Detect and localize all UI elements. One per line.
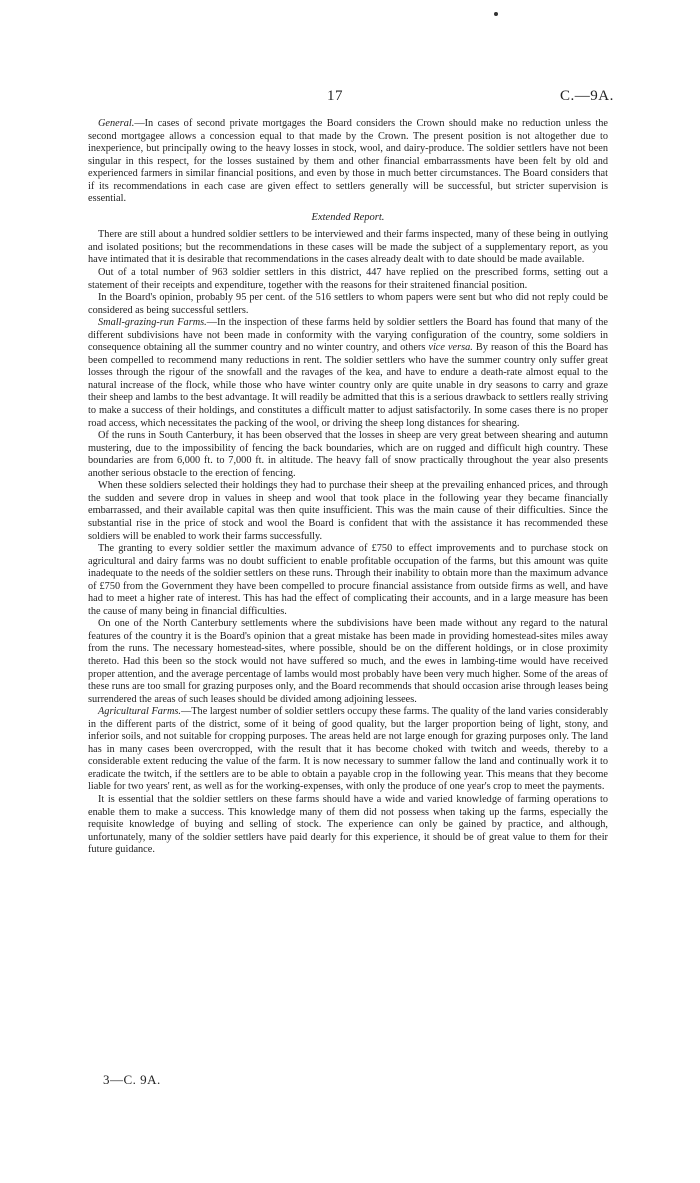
paragraph-maximum-advance: The granting to every soldier settler the maximum advance of £750 to effect improvements and to purchase stock on agricultural and dairy farms was no doubt sufficient to enable profitable occupation of the farms, but this amount was quite inadequate to the needs of the soldier settlers on these runs. Through their inability to obtain more than the maximum advance of £750 from the Government they have been compelled to procure financial assistance from outside firms as well, and have had to meet a higher rate of interest. This has had the effect of complicating their accounts, and in a large measure has been the cause of many being in financial difficulties.: [88, 543, 608, 617]
section-heading-extended-report: Extended Report.: [311, 211, 385, 223]
document-reference: C.—9A.: [560, 88, 614, 104]
paragraph-agricultural-farms: [88, 706, 608, 794]
paragraph-general: [88, 118, 608, 206]
paragraph-successful-settlers: In the Board's opinion, probably 95 per cent. of the 516 settlers to whom papers were sent but who did not reply could be considered as being successful settlers.: [88, 292, 608, 316]
paragraph-lead-general: General.: [98, 118, 135, 129]
paragraph-text-small-grazing-a: —In the inspection of these farms held by soldier settlers the Board has found that many of the different subdivisions have not been made in conformity with the varying configuration of the country, some soldiers in consequence obtaining all the summer country and no winter country, and others: [88, 317, 608, 354]
paragraph-outlying-settlers: There are still about a hundred soldier settlers to be interviewed and their farms inspected, many of these being in outlying and isolated positions; but the recommendations in these cases will be made the subject of a supplementary report, as you have intimated that it is desirable that recommendations in the cases already dealt with to date should be made available.: [88, 229, 608, 266]
page-number: 17: [327, 88, 343, 104]
footer-signature-reference: 3—C. 9A.: [103, 1072, 161, 1087]
paragraph-lead-small-grazing: Small-grazing-run Farms.: [98, 317, 207, 329]
paragraph-north-canterbury: On one of the North Canterbury settlements where the subdivisions have been made without any regard to the natural features of the country it is the Board's opinion that a great mistake has been made in providing homestead-sites miles away from the runs. The necessary homestead-sites, where possible, should be on the different holdings, or in close proximity thereto. Had this been so the stock would not have suffered so much, and the ewes in lambing-time would have received proper attention, and the average percentage of lambs would most probably have been very much higher. Some of the areas of these runs are too small for grazing purposes only, and the Board recommends that should occasion arise through leases being surrendered the areas of such leases should be divided among adjoining lessees.: [88, 618, 608, 705]
print-dot-mark: [494, 12, 498, 16]
paragraph-text-general: —In cases of second private mortgages the Board considers the Crown should make no reduction unless the second mortgagee allows a concession equal to that made by the Crown. The present position is not altogether due to inexperience, but principally owing to the heavy losses in stock, wool, and dairy-produce. The soldier settlers have not been singular in this respect, for the losses sustained by them and other financial embarrassments have been felt by old and experienced farmers in similar financial positions, and even by those in much better circumstances. The Board considers that if its recommendations in each case are given effect to settlers generally will be successful, but stricter supervision is essential.: [88, 118, 608, 205]
paragraph-farming-knowledge: It is essential that the soldier settlers on these farms should have a wide and varied knowledge of farming operations to enable them to make a success. This knowledge many of them did not possess when taking up the farms, especially the requisite knowledge of buying and selling of stock. The experience can only be gained by practice, and although, unfortunately, many of the soldier settlers have paid dearly for this experience, it should be of great value to them for their future guidance.: [88, 793, 608, 856]
paragraph-small-grazing-run-farms: [88, 317, 608, 430]
paragraph-text-small-grazing-b: By reason of this the Board has been compelled to recommend many reductions in rent. The soldier settlers who have the summer country only suffer great losses through the rigour of the snowfall and the ravages of the kea, and have to endure a death-rate almost equal to the natural increase of the flock, while those who have winter country only are quite unable in dry seasons to carry and graze their sheep and lambs to the best advantage. It will readily be admitted that this is a serious drawback to settlers really striving to make a success of their holdings, and constitutes a difficult matter to adjust satisfactorily. In some cases there is no proper road access, which necessitates the packing of the wool, or driving the sheep long distances for shearing.: [88, 342, 608, 429]
paragraph-text-agricultural: —The largest number of soldier settlers occupy these farms. The quality of the land varies considerably in the different parts of the district, some of it being of good quality, but the larger proportion being of light, stony, and inferior soils, and not suitable for cropping purposes. The areas held are not large enough for grazing purposes only. The land has in many cases been overcropped, with the result that it has become choked with twitch and weeds, thereby to a considerable extent reducing the value of the farm. It is now necessary to summer fallow the land and continually work it to eradicate the twitch, if the settlers are to be able to obtain a payable crop in the following year. This means that they become liable for two years' rent, as well as for the working-expenses, with only the produce of one year's crop to meet the payments.: [88, 706, 608, 793]
italic-vice-versa: vice versa.: [428, 342, 473, 354]
paragraph-lead-agricultural: Agricultural Farms.: [98, 706, 181, 718]
report-body: [88, 118, 608, 857]
paragraph-enhanced-prices: When these soldiers selected their holdings they had to purchase their sheep at the prevailing enhanced prices, and through the sudden and severe drop in values in sheep and wool that took place in the following year they became financially embarrassed, and their available capital was then quite insufficient. This was the main cause of their difficulties. Since the substantial rise in the price of stock and wool the Board is confident that with the assistance it has recommended these soldiers will be enabled to work their farms successfully.: [88, 480, 608, 542]
paragraph-south-canterbury-runs: Of the runs in South Canterbury, it has been observed that the losses in sheep are very great between shearing and autumn mustering, due to the impossibility of fencing the back boundaries, which are on rugged and difficult high country. These boundaries are from 6,000 ft. to 7,000 ft. in altitude. The heavy fall of snow practically throughout the year also presents another serious obstacle to the erection of fencing.: [88, 430, 608, 479]
paragraph-settler-replies: Out of a total number of 963 soldier settlers in this district, 447 have replied on the prescribed forms, setting out a statement of their receipts and expenditure, together with the reasons for their straitened financial position.: [88, 267, 608, 291]
